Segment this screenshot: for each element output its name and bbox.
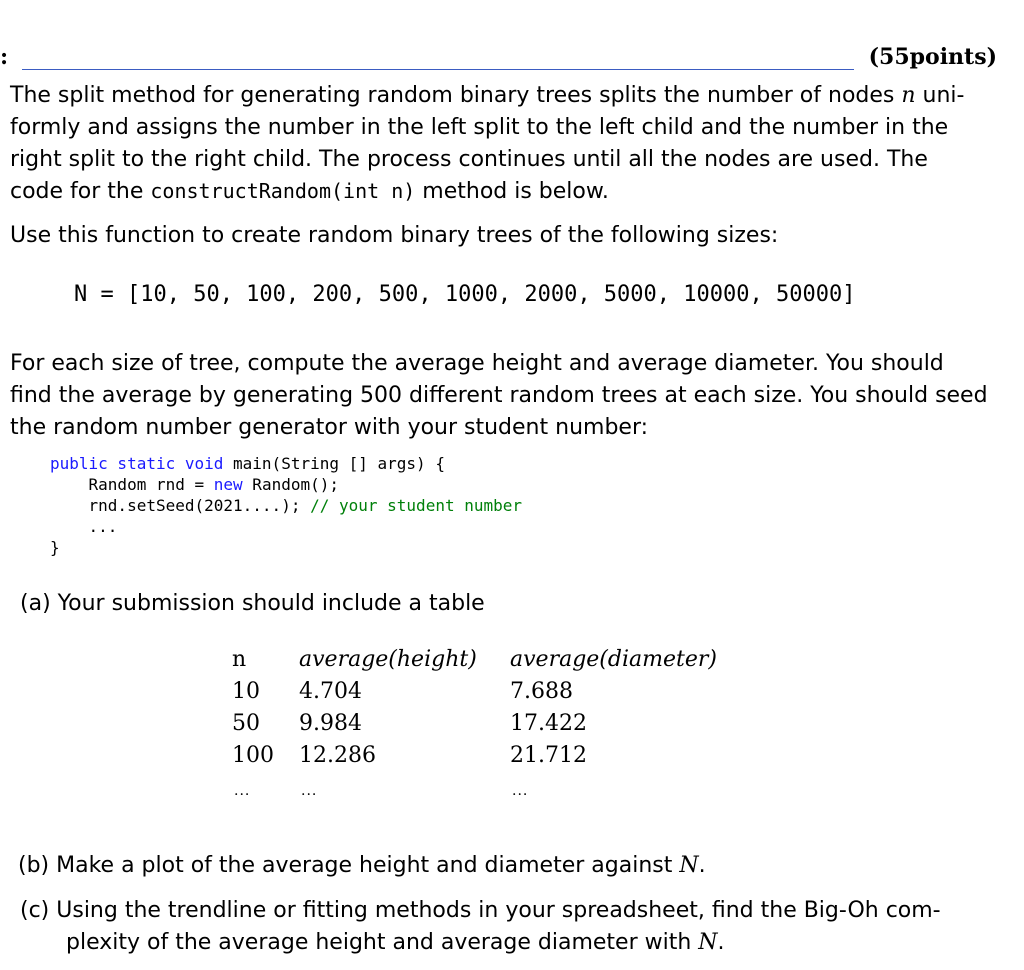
table-header-diameter: average(diameter): [510, 647, 717, 672]
question-marker: :: [0, 44, 9, 70]
intro-line-4: code for the constructRandom(int n) method is below.: [10, 179, 609, 204]
part-a: (a) Your submission should include a table: [20, 591, 485, 616]
table-cell: 100: [232, 743, 274, 768]
code-line-5: }: [50, 538, 60, 557]
part-c-line-1: (c) Using the trendline or fitting methods in your spreadsheet, find the Big-Oh com-: [20, 898, 941, 923]
table-cell: 7.688: [510, 679, 573, 704]
table-cell: 17.422: [510, 711, 587, 736]
intro-line-3: right split to the right child. The process continues until all the nodes are used. The: [10, 147, 928, 172]
table-header-height: average(height): [299, 647, 477, 672]
table-cell: 10: [232, 679, 260, 704]
code-line-3: rnd.setSeed(2021....); // your student number: [50, 496, 523, 515]
intro-line-2: formly and assigns the number in the left split to the left child and the number in the: [10, 115, 949, 140]
table-header-n: n: [232, 647, 247, 672]
table-cell: ...: [301, 783, 318, 799]
part-c-line-2: plexity of the average height and average diameter with N.: [66, 930, 725, 955]
sizes-list: N = [10, 50, 100, 200, 500, 1000, 2000, 5000, 10000, 50000]: [74, 282, 856, 307]
part-b: (b) Make a plot of the average height and diameter against N.: [18, 853, 706, 878]
code-line-2: Random rnd = new Random();: [50, 475, 339, 494]
intro-line-1: The split method for generating random binary trees splits the number of nodes n uni-: [10, 83, 965, 108]
table-cell: ...: [512, 783, 529, 799]
average-line-2: find the average by generating 500 different random trees at each size. You should seed: [10, 383, 988, 408]
use-line: Use this function to create random binary trees of the following sizes:: [10, 223, 779, 248]
average-line-1: For each size of tree, compute the average height and average diameter. You should: [10, 351, 944, 376]
table-cell: 50: [232, 711, 260, 736]
table-cell: 9.984: [299, 711, 362, 736]
average-line-3: the random number generator with your student number:: [10, 415, 649, 440]
table-cell: 21.712: [510, 743, 587, 768]
table-cell: 12.286: [299, 743, 376, 768]
table-cell: 4.704: [299, 679, 362, 704]
code-line-1: public static void main(String [] args) {: [50, 454, 445, 473]
code-block: [50, 453, 522, 558]
table-cell: ...: [234, 783, 251, 799]
code-line-4: ...: [50, 517, 118, 536]
points-label: (55points): [868, 44, 997, 70]
method-name-code: constructRandom(int n): [150, 179, 416, 203]
header-rule: [22, 69, 854, 70]
